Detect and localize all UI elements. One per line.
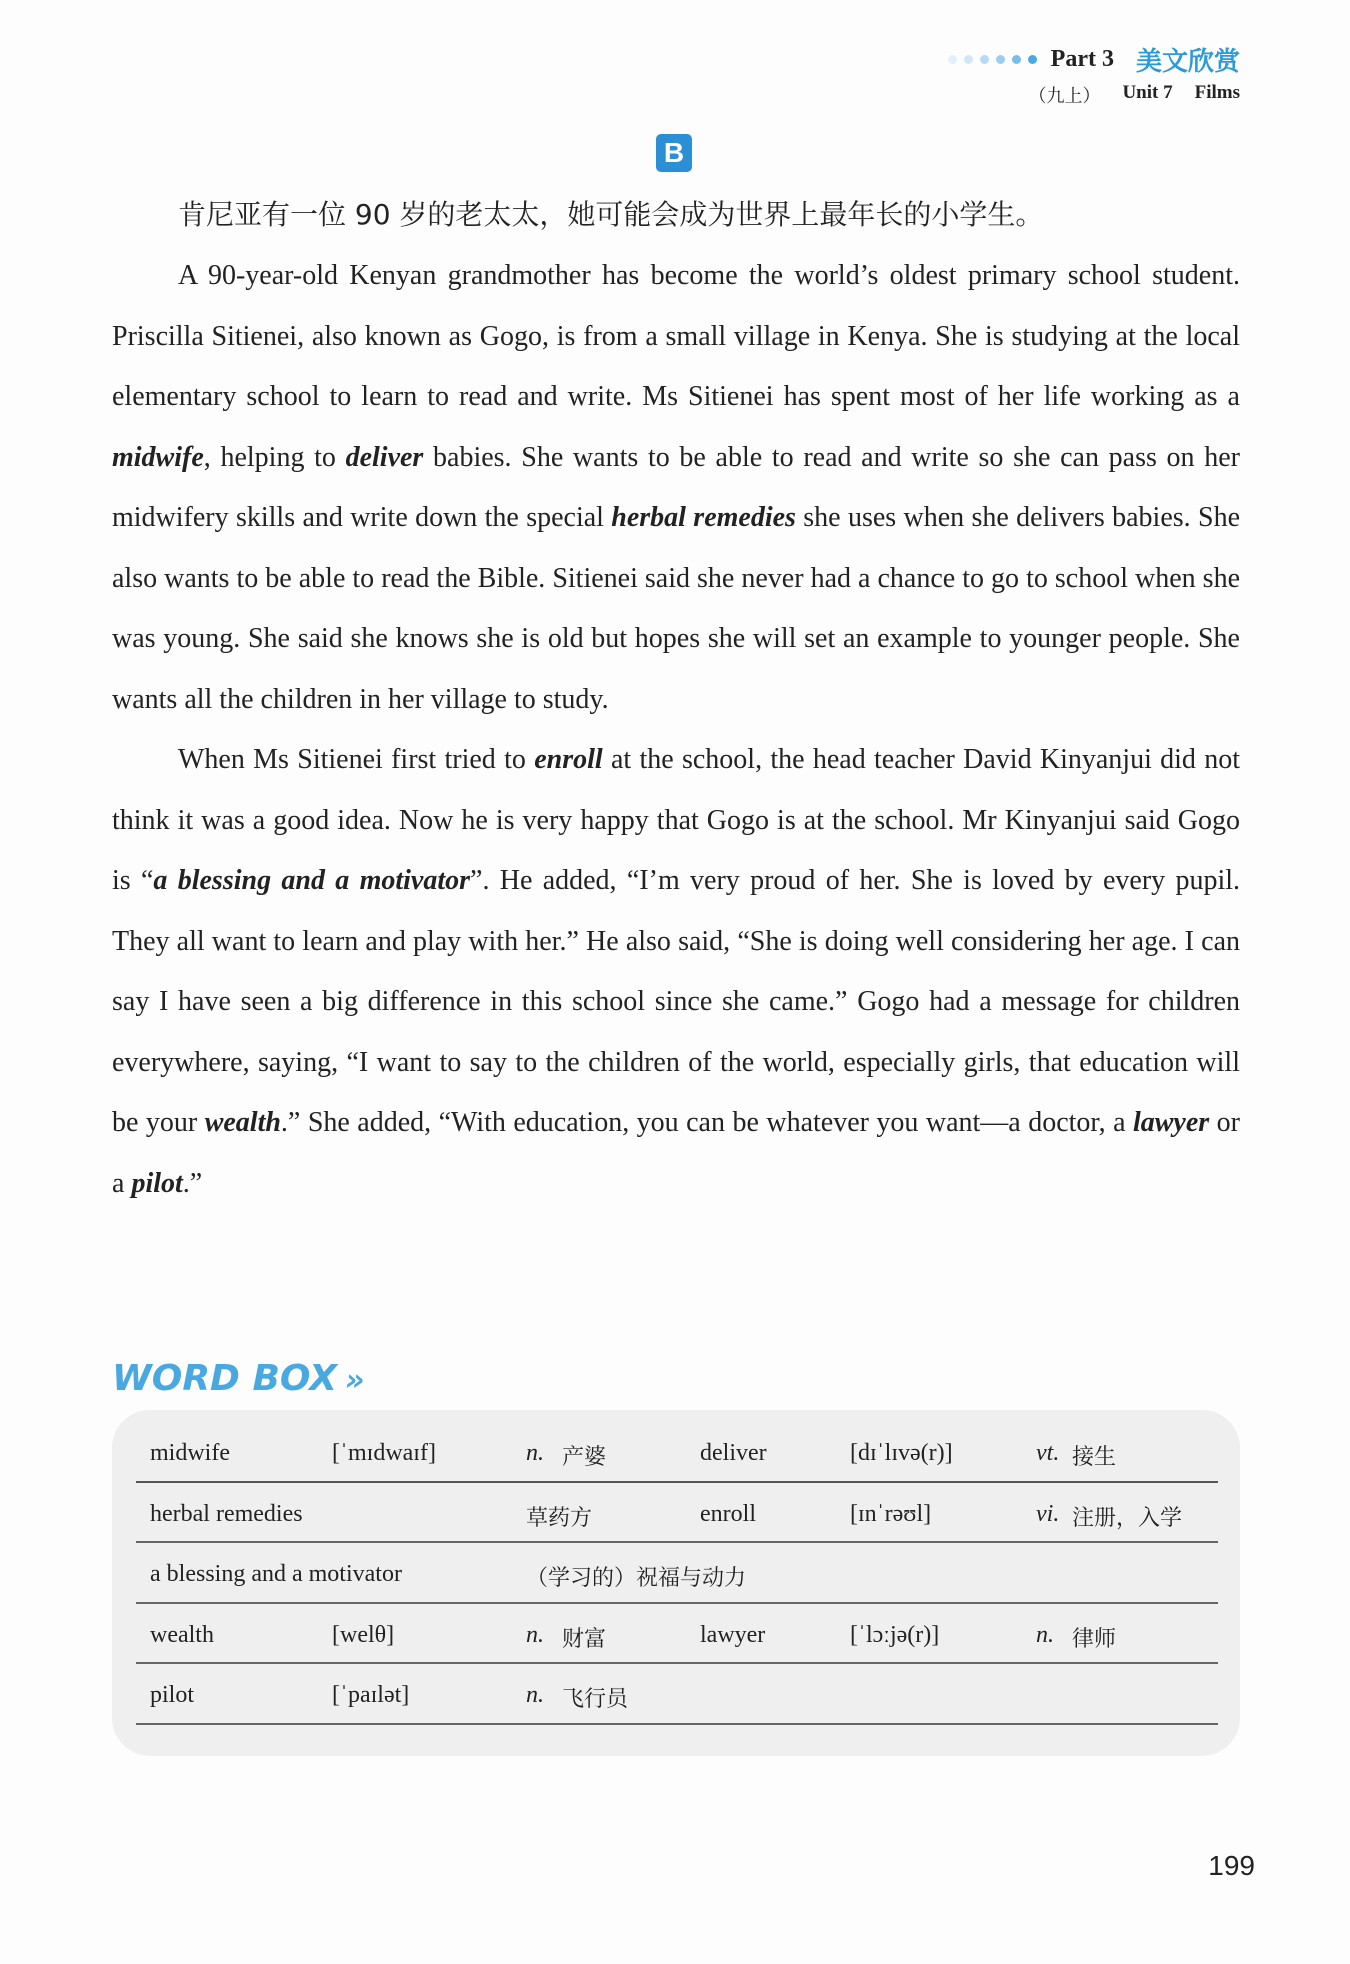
word-box-p1: [ˈmɪdwaɪf] [332, 1440, 436, 1466]
word-box-row [136, 1543, 1218, 1604]
word-box-m1: 草药方 [526, 1505, 593, 1531]
word-box-m1: 产婆 [562, 1445, 607, 1470]
word-box-w2: deliver [700, 1440, 767, 1466]
word-box-m2: 注册，入学 [1072, 1505, 1183, 1531]
topic-label: Films [1194, 82, 1240, 103]
page-header [948, 42, 1240, 108]
word-box-w2: enroll [700, 1500, 756, 1527]
word-box-row [136, 1604, 1218, 1665]
keyword: lawyer [1132, 1107, 1210, 1138]
word-box [112, 1410, 1240, 1756]
text-run: ”. He added, “I’m very proud of her. She is loved by every pupil. They all want to learn and play with her.” He also said, “She is doing well considering her age. I can say I have seen a big difference in this school since she came.” Gogo had a message for children everywhere, saying, “I want to say to the children of the world, especially girls, that education will be your [112, 865, 1241, 1138]
keyword: midwife [112, 441, 204, 473]
word-box-w1: wealth [150, 1621, 214, 1648]
word-box-m1: 财富 [562, 1626, 607, 1652]
word-box-s2: vi. [1036, 1500, 1060, 1527]
word-box-p1: [ˈpaɪlət] [332, 1682, 410, 1708]
double-chevron-right-icon: » [344, 1363, 365, 1398]
intro-chinese: 肯尼亚有一位 90 岁的老太太，她可能会成为世界上最年长的小学生。 [178, 198, 1044, 231]
section-title: 美文欣赏 [1135, 46, 1240, 77]
text-run: or a [112, 1107, 1240, 1199]
text-run: at the school, the head teacher David Kinyanjui did not think it was a good idea. Now he is very happy that Gogo is at the school. Mr Kinyanjui said Gogo is “ [112, 744, 1241, 896]
paragraph-1 [112, 246, 1240, 730]
header-top-line [948, 42, 1240, 76]
grade-label: （九上） [1028, 86, 1101, 107]
word-box-title-text: WORD BOX [112, 1358, 337, 1399]
word-box-w1: midwife [150, 1440, 230, 1466]
word-box-m1: （学习的）祝福与动力 [526, 1566, 747, 1591]
text-run: babies. She wants to be able to read and write so she can pass on her midwifery skills and write down the special [112, 441, 1240, 533]
word-box-w2: lawyer [700, 1621, 766, 1648]
keyword: deliver [345, 441, 424, 473]
text-run: .” [182, 1167, 203, 1199]
text-run: she uses when she delivers babies. She also wants to be able to read the Bible. Sitienei said she never had a chance to go to school when she was young. She said she knows she is old but hopes she will set an example to younger people. She wants all the children in her village to study. [112, 502, 1241, 715]
word-box-s1: n. [526, 1682, 544, 1708]
word-box-table [136, 1422, 1218, 1725]
word-box-row [136, 1483, 1218, 1544]
page-number: 199 [1208, 1850, 1255, 1881]
word-box-w1: a blessing and a motivator [150, 1561, 402, 1587]
word-box-title [112, 1358, 364, 1399]
word-box-s2: vt. [1036, 1440, 1060, 1466]
word-box-w1: herbal remedies [150, 1500, 303, 1527]
keyword: herbal remedies [611, 502, 796, 533]
word-box-p2: [ɪnˈrəʊl] [850, 1500, 932, 1527]
keyword: pilot [131, 1167, 183, 1199]
word-box-p2: [dɪˈlɪvə(r)] [850, 1440, 953, 1466]
section-badge: B [656, 134, 692, 172]
text-run: When Ms Sitienei first tried to [178, 744, 535, 775]
word-box-m2: 接生 [1072, 1445, 1117, 1470]
word-box-s1: n. [526, 1621, 544, 1648]
decorative-dots-icon [948, 55, 1037, 64]
keyword: wealth [204, 1107, 281, 1138]
word-box-row [136, 1422, 1218, 1483]
word-box-m2: 律师 [1072, 1626, 1117, 1652]
word-box-s1: n. [526, 1440, 544, 1466]
word-box-p2: [ˈlɔːjə(r)] [850, 1621, 940, 1648]
word-box-m1: 飞行员 [562, 1687, 629, 1712]
header-bottom-line [948, 82, 1240, 108]
word-box-w1: pilot [150, 1682, 195, 1708]
text-run: A 90-year-old Kenyan grandmother has become the world’s oldest primary school student. Priscilla Sitienei, also known as Gogo, is from a small village in Kenya. She is studying at the local elementary school to learn to read and write. Ms Sitienei has spent most of her life working as a [112, 260, 1240, 412]
part-label: Part 3 [1050, 45, 1114, 72]
keyword: a blessing and a motivator [153, 865, 471, 896]
word-box-s2: n. [1036, 1621, 1054, 1648]
text-run: .” She added, “With education, you can be whatever you want—a doctor, a [280, 1107, 1133, 1138]
word-box-p1: [welθ] [332, 1621, 395, 1648]
paragraph-2 [112, 730, 1240, 1214]
word-box-row [136, 1664, 1218, 1725]
article [112, 186, 1240, 1214]
keyword: enroll [534, 744, 603, 775]
unit-label: Unit 7 [1122, 82, 1173, 103]
text-run: , helping to [203, 441, 346, 473]
